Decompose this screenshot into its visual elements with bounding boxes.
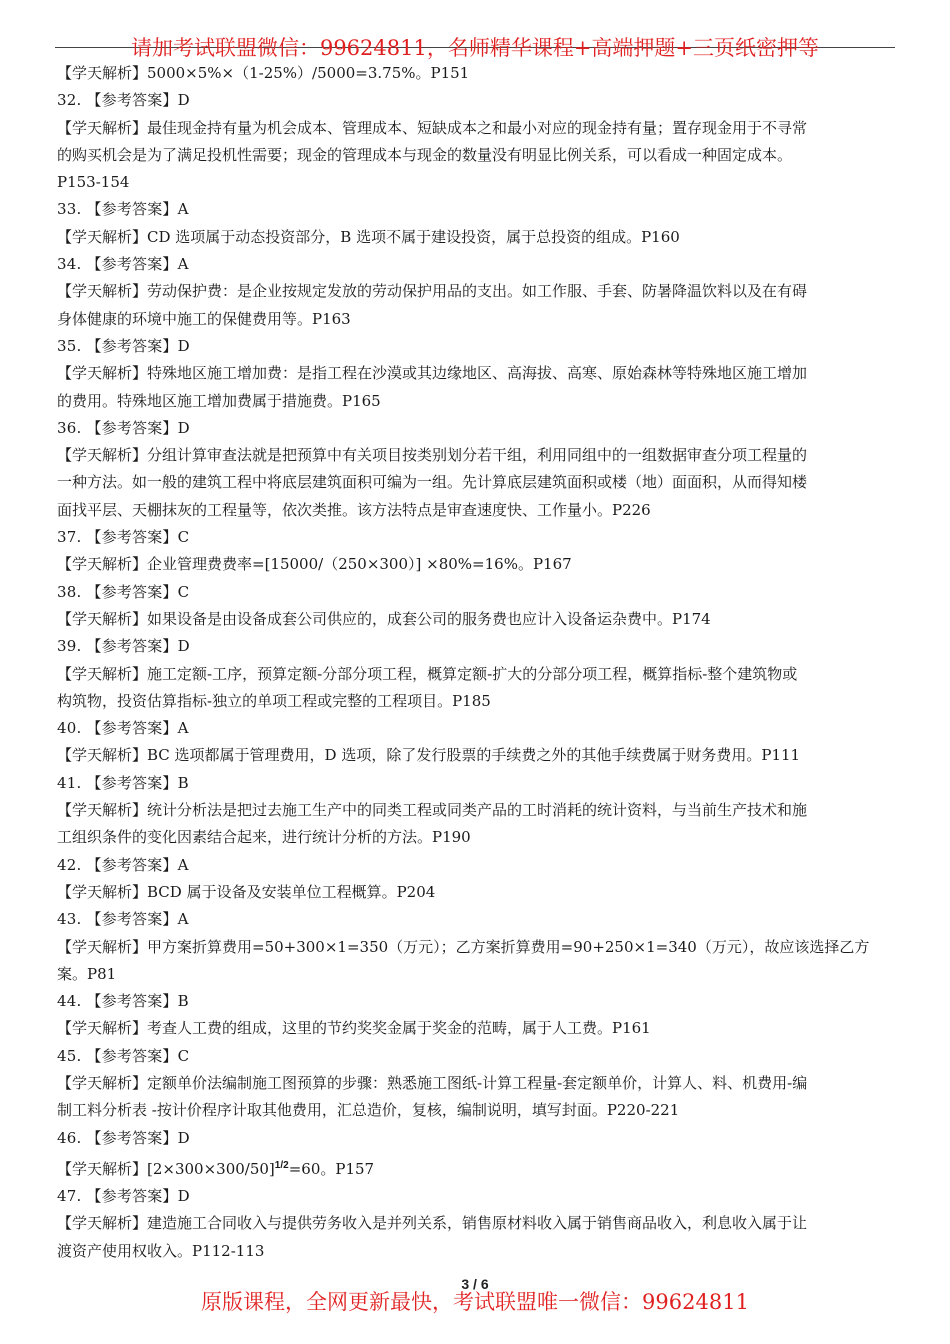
text-line: 一种方法。如一般的建筑工程中将底层建筑面积可编为一组。先计算底层建筑面积或楼（地）面面积，从而得知楼 bbox=[57, 473, 808, 492]
answer-line: 33. 【参考答案】A bbox=[57, 200, 189, 219]
text-line: 构筑物，投资估算指标-独立的单项工程或完整的工程项目。P185 bbox=[57, 691, 491, 710]
formula-line bbox=[57, 1152, 897, 1183]
formula-exponent: 1/2 bbox=[274, 1159, 289, 1171]
text-line: P153-154 bbox=[57, 173, 130, 192]
text-line: 【学天解析】定额单价法编制施工图预算的步骤：熟悉施工图纸-计算工程量-套定额单价，计算人、料、机费用-编 bbox=[57, 1073, 808, 1092]
answer-line: 40. 【参考答案】A bbox=[57, 719, 189, 738]
answer-line: 35. 【参考答案】D bbox=[57, 336, 190, 355]
formula-base: 【学天解析】[2×300×300/50] bbox=[57, 1159, 275, 1178]
text-line: 【学天解析】建造施工合同收入与提供劳务收入是并列关系，销售原材料收入属于销售商品收入，利息收入属于让 bbox=[57, 1214, 808, 1233]
bottom-watermark: 原版课程，全网更新最快，考试联盟唯一微信：99624811 bbox=[201, 1290, 749, 1314]
text-line: 【学天解析】BCD 属于设备及安装单位工程概算。P204 bbox=[57, 882, 436, 901]
text-line: 渡资产使用权收入。P112-113 bbox=[57, 1241, 265, 1260]
text-line: 【学天解析】劳动保护费：是企业按规定发放的劳动保护用品的支出。如工作服、手套、防暑降温饮料以及在有碍 bbox=[57, 282, 808, 301]
answer-line: 34. 【参考答案】A bbox=[57, 255, 189, 274]
top-watermark: 请加考试联盟微信：99624811，名师精华课程+高端押题+三页纸密押等 bbox=[130, 36, 820, 60]
text-line: 【学天解析】特殊地区施工增加费：是指工程在沙漠或其边缘地区、高海拔、高寒、原始森林等特殊地区施工增加 bbox=[57, 364, 808, 383]
answer-line: 43. 【参考答案】A bbox=[57, 910, 189, 929]
answer-line: 32. 【参考答案】D bbox=[57, 91, 190, 110]
text-line: 身体健康的环境中施工的保健费用等。P163 bbox=[57, 309, 351, 328]
text-line: 【学天解析】5000×5%×（1-25%）/5000=3.75%。P151 bbox=[57, 64, 470, 82]
text-line: 工组织条件的变化因素结合起来，进行统计分析的方法。P190 bbox=[57, 828, 471, 847]
answer-line: 38. 【参考答案】C bbox=[57, 582, 190, 601]
text-line: 面找平层、天棚抹灰的工程量等，依次类推。该方法特点是审查速度快、工作量小。P226 bbox=[57, 500, 651, 519]
answer-line: 41. 【参考答案】B bbox=[57, 773, 189, 792]
text-line: 【学天解析】考查人工费的组成，这里的节约奖奖金属于奖金的范畴，属于人工费。P161 bbox=[57, 1019, 651, 1038]
text-line: 的费用。特殊地区施工增加费属于措施费。P165 bbox=[57, 391, 381, 410]
text-line: 案。P81 bbox=[57, 964, 117, 983]
page-number: 3 / 6 bbox=[461, 1276, 489, 1292]
text-line: 【学天解析】甲方案折算费用=50+300×1=350（万元）；乙方案折算费用=90+250×1=340（万元），故应该选择乙方 bbox=[57, 937, 870, 956]
text-line: 【学天解析】CD 选项属于动态投资部分，B 选项不属于建设投资，属于总投资的组成。P160 bbox=[57, 227, 680, 246]
answer-line: 46. 【参考答案】D bbox=[57, 1128, 190, 1147]
text-line: 【学天解析】施工定额-工序，预算定额-分部分项工程，概算定额-扩大的分部分项工程，概算指标-整个建筑物或 bbox=[57, 664, 798, 683]
text-line: 【学天解析】如果设备是由设备成套公司供应的，成套公司的服务费也应计入设备运杂费中。P174 bbox=[57, 609, 711, 628]
text-line: 【学天解析】分组计算审查法就是把预算中有关项目按类别划分若干组，利用同组中的一组数据审查分项工程量的 bbox=[57, 446, 808, 465]
answer-line: 44. 【参考答案】B bbox=[57, 992, 189, 1011]
answer-line: 37. 【参考答案】C bbox=[57, 528, 190, 547]
answer-line: 42. 【参考答案】A bbox=[57, 855, 189, 874]
text-line: 的购买机会是为了满足投机性需要；现金的管理成本与现金的数量没有明显比例关系，可以看成一种固定成本。 bbox=[57, 145, 793, 164]
text-line: 【学天解析】BC 选项都属于管理费用，D 选项，除了发行股票的手续费之外的其他手续费属于财务费用。P111 bbox=[57, 746, 801, 765]
text-line: 【学天解析】企业管理费费率=[15000/（250×300）] ×80%=16%。P167 bbox=[57, 555, 572, 574]
answer-line: 36. 【参考答案】D bbox=[57, 418, 190, 437]
answer-line: 45. 【参考答案】C bbox=[57, 1046, 190, 1065]
text-line: 【学天解析】统计分析法是把过去施工生产中的同类工程或同类产品的工时消耗的统计资料，与当前生产技术和施 bbox=[57, 801, 808, 820]
text-line: 制工料分析表 -按计价程序计取其他费用，汇总造价，复核，编制说明，填写封面。P220-221 bbox=[57, 1101, 680, 1120]
text-line: 【学天解析】最佳现金持有量为机会成本、管理成本、短缺成本之和最小对应的现金持有量；置存现金用于不寻常 bbox=[57, 118, 808, 137]
answer-content bbox=[57, 60, 897, 1265]
formula-result: =60。P157 bbox=[288, 1159, 375, 1178]
answer-line: 39. 【参考答案】D bbox=[57, 637, 190, 656]
answer-line: 47. 【参考答案】D bbox=[57, 1187, 190, 1206]
